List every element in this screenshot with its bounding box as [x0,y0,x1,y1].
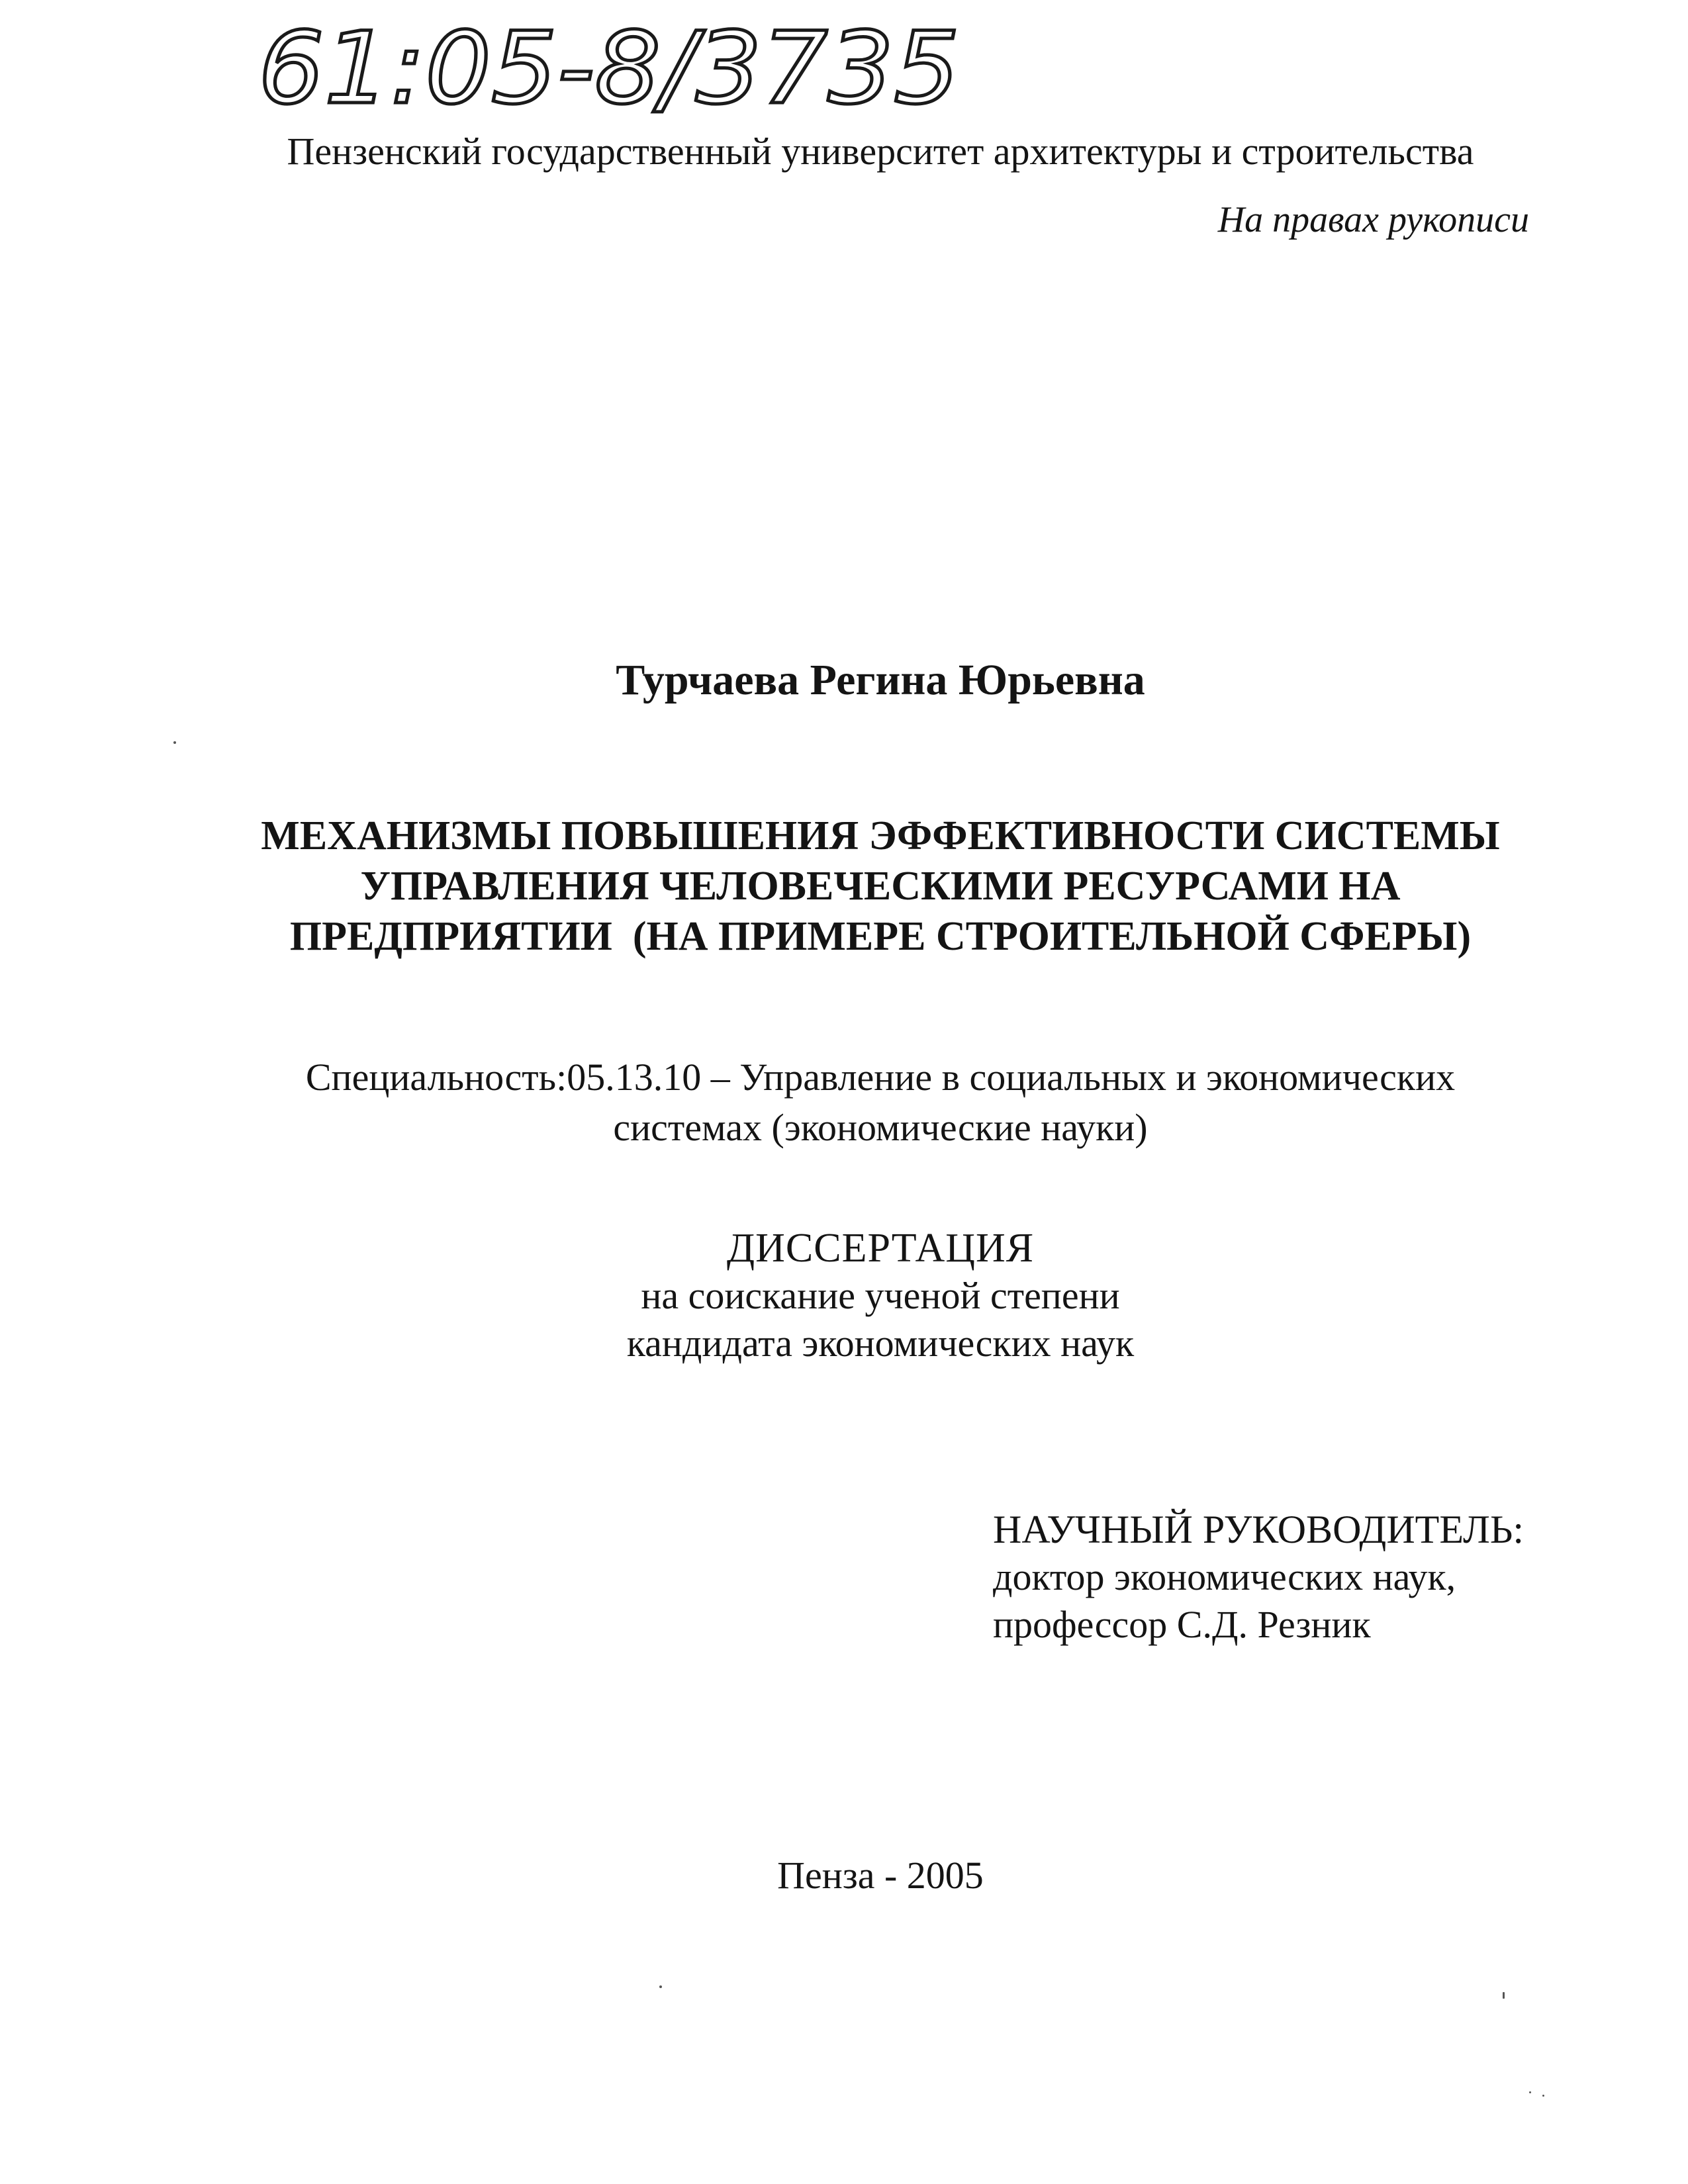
scan-speck [1529,2091,1531,2093]
degree-line: кандидата экономических наук [626,1322,1135,1365]
title-line: УПРАВЛЕНИЯ ЧЕЛОВЕЧЕСКИМИ РЕСУРСАМИ НА [360,864,1401,909]
supervisor-block [993,1506,1589,1649]
specialty [218,1052,1542,1153]
city-year: Пенза - 2005 [777,1854,984,1897]
handwritten-archive-code [252,13,980,132]
supervisor-degree: доктор экономических наук, [993,1555,1456,1598]
dissertation-heading: ДИССЕРТАЦИЯ [726,1226,1035,1271]
degree-line: на соискание ученой степени [641,1274,1120,1317]
archive-code-handwriting [252,13,980,132]
supervisor-label: НАУЧНЫЙ РУКОВОДИТЕЛЬ: [993,1508,1524,1551]
dissertation-title [218,811,1542,962]
title-line: МЕХАНИЗМЫ ПОВЫШЕНИЯ ЭФФЕКТИВНОСТИ СИСТЕМЫ [261,813,1500,858]
archive-code-text: 61:05-8/3735 [258,13,960,126]
dissertation-degree [218,1224,1542,1367]
author-name: Турчаева Регина Юрьевна [616,656,1145,704]
scan-speck [659,1985,662,1988]
specialty-line: Специальность:05.13.10 – Управление в социальных и экономических [305,1056,1456,1099]
scan-speck [173,741,176,744]
title-line: ПРЕДПРИЯТИИ (НА ПРИМЕРЕ СТРОИТЕЛЬНОЙ СФЕРЫ) [289,914,1472,959]
supervisor-name: профессор С.Д. Резник [993,1603,1371,1646]
manuscript-note: На правах рукописи [1217,199,1529,240]
scan-speck [1542,2095,1544,2097]
scan-speck [1503,1992,1505,1999]
specialty-line: системах (экономические науки) [613,1106,1148,1149]
university-name: Пензенский государственный университет архитектуры и строительства [287,130,1474,173]
